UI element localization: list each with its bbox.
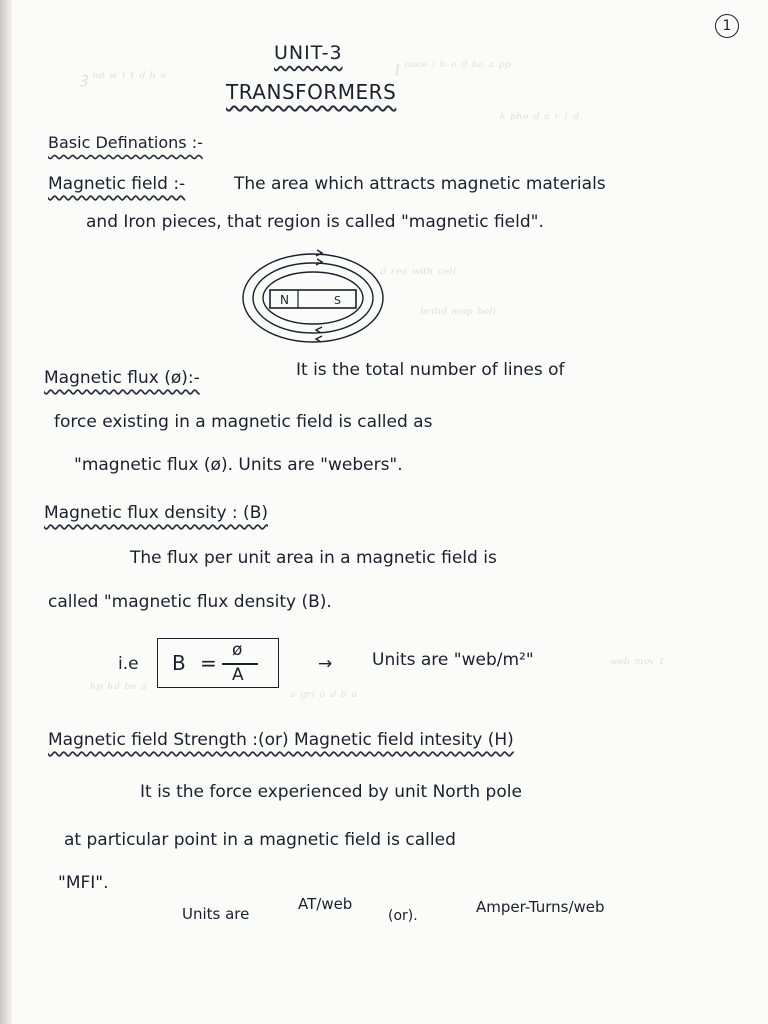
ie-label: i.e [118,654,139,674]
formula-box [157,638,279,688]
field-arrow-icon [316,250,322,256]
magnetic-field-def-line2: and Iron pieces, that region is called "magnetic field". [86,212,544,232]
field-strength-def-line1: It is the force experienced by unit North pole [140,782,522,802]
bleed-through: ꝫ ⁿᵈ ʷ ˡ ᵗ ᵈ ᵇ ᵉ [80,69,167,87]
bar-magnet-diagram [238,248,388,348]
bleed-through: ᵏ ᵖʰᵉ ᵈ ᵃ ʳ ˡ ᵈ [500,110,579,128]
magnetic-field-def-line1: The area which attracts magnetic materials [234,174,606,194]
field-arrow-icon [316,259,322,265]
field-strength-term: Magnetic field Strength :(or) Magnetic field intesity (H) [48,730,514,750]
flux-density-units: Units are "web/m²" [372,650,534,670]
formula-numerator: ø [232,640,243,660]
flux-density-def-line2: called "magnetic flux density (B). [48,592,332,612]
unit-heading: UNIT-3 [274,42,343,64]
magnetic-flux-def-line3: "magnetic flux (ø). Units are "webers". [74,455,403,475]
south-pole-label: S [334,294,341,307]
arrow-icon: → [318,654,333,674]
magnetic-field-term: Magnetic field :- [48,174,186,194]
field-strength-units-label: Units are [182,905,250,923]
flux-density-def-line1: The flux per unit area in a magnetic field is [130,548,497,568]
field-strength-def-line3: "MFI". [58,873,109,893]
bleed-through: ꞁ ᵒᵘᶜᵉ ⁱ ᵇ ᵒ ᵈ ᵇᵃ ᵃ ᵖᵖ [395,58,511,76]
north-pole-label: N [280,293,289,307]
field-strength-units-alt: Amper-Turns/web [476,898,605,916]
field-strength-def-line2: at particular point in a magnetic field is called [64,830,456,850]
magnetic-flux-def-line1: It is the total number of lines of [296,360,565,380]
or-label: (or). [388,908,418,924]
bleed-through: ᵇʳⁱˡⁱᵈ ᵐᵒᵖ ᵇᵒˡˡ [420,305,497,323]
formula-equals: = [200,651,217,675]
bleed-through: ᵃ ᵍʳⁱ ᵒ ᵈ ᵇ ᵃ [290,688,358,706]
flux-density-term: Magnetic flux density : (B) [44,503,268,523]
magnetic-flux-def-line2: force existing in a magnetic field is called as [54,412,433,432]
basic-definitions-heading: Basic Definations :- [48,133,203,152]
magnetic-flux-term: Magnetic flux (ø):- [44,368,200,388]
formula-lhs: B [172,651,186,675]
page-number: 1 [715,14,739,38]
bleed-through: ᵈ ʳᵉᵃ ʷⁱᵗʰ ᶜᵉˡˡ [380,265,457,283]
page-title: TRANSFORMERS [226,80,397,104]
formula-denominator: A [232,665,244,685]
field-strength-units-value: AT/web [298,895,353,913]
page-edge-shadow [0,0,12,1024]
bleed-through: ʷᵉᵇ ᵐᵒᵛ ᵗ [610,655,664,673]
bleed-through: ʰᵖ ʰᵈ ᵇᵉ ᵃ [90,680,147,698]
